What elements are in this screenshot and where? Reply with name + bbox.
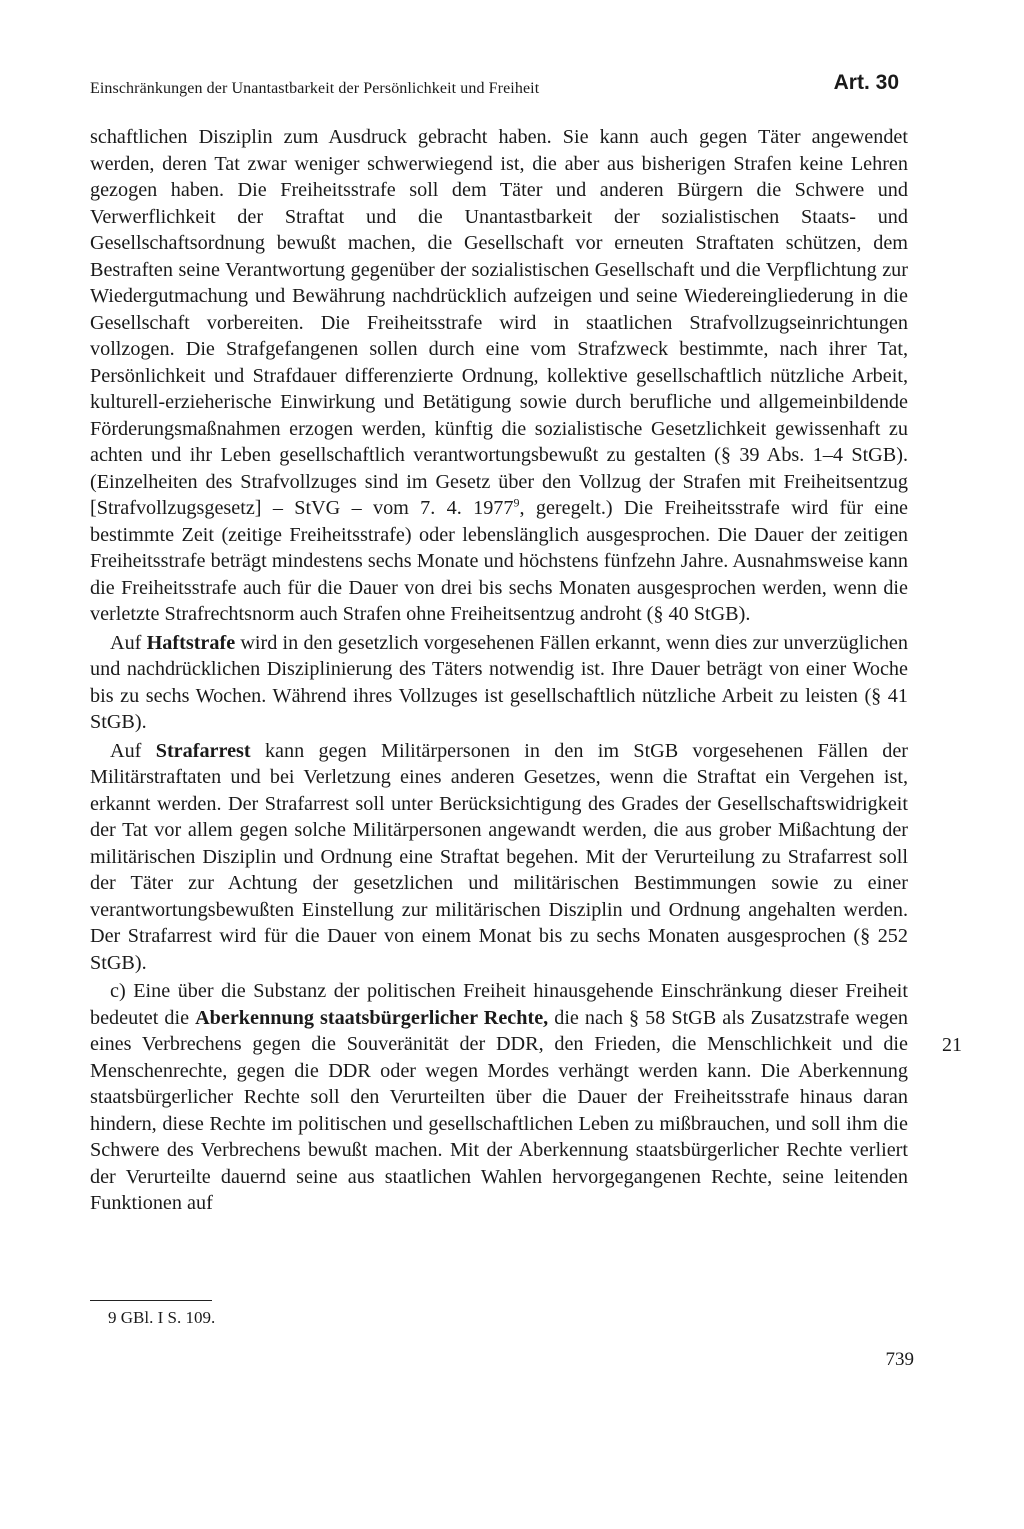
running-head: Einschränkungen der Unantastbarkeit der Persönlichkeit und Freiheit xyxy=(90,80,540,97)
paragraph-text: schaftlichen Disziplin zum Ausdruck gebracht haben. Sie kann auch gegen Täter angewendet werden, deren Tat zwar weniger schwerwiegend ist, die aber aus bisherigen Strafen keine Lehren gezogen haben. Die Freiheitsstrafe soll dem Täter und anderen Bürgern die Schwere und Verwerflichkeit der Straftat und die Unantastbarkeit der sozialistischen Staats- und Gesellschaftsordnung bewußt machen, die Gesellschaft vor erneuten Straftaten schützen, dem Bestraften seine Verantwortung gegenüber der sozialistischen Gesellschaft und die Verpflichtung zur Wiedergutmachung und Bewährung nachdrücklich aufzeigen und seine Wiedereingliederung in die Gesellschaft vorbereiten. Die Freiheitsstrafe wird in staatlichen Strafvollzugseinrichtungen vollzogen. Die Strafgefangenen sollen durch eine vom Strafzweck bestimmte, nach ihrer Tat, Persönlichkeit und Strafdauer differenzierte Ordnung, kollektive gesellschaftlich nützliche Arbeit, kulturell-erzieherische Einwirkung und Betätigung sowie durch berufliche und allgemeinbildende Förderungsmaßnahmen erzogen werden, künftig die sozialistische Gesetzlichkeit gewissenhaft zu achten und ihr Leben gesellschaftlich verantwortungsbewußt zu gestalten (§ 39 Abs. 1–4 StGB). (Einzelheiten des Strafvollzuges sind im Gesetz über den Vollzug der Strafen mit Freiheitsentzug [Strafvollzugsgesetz] – StVG – vom 7. 4. 1977 xyxy=(90,126,908,519)
body-text xyxy=(90,124,908,1219)
term-haftstrafe: Haftstrafe xyxy=(146,631,236,654)
paragraph-text: wird in den gesetzlich vorgesehenen Fällen erkannt, wenn dies zur unverzüglichen und nachdrücklichen Disziplinierung des Täters notwendig ist. Ihre Dauer beträgt von einer Woche bis zu sechs Wochen. Während ihres Vollzuges ist gesellschaftlich nützliche Arbeit zu leisten (§ 41 StGB). xyxy=(90,631,908,733)
paragraph-strafarrest xyxy=(90,738,908,977)
paragraph-text-continued: , geregelt.) Die Freiheitsstrafe wird für eine bestimmte Zeit (zeitige Freiheitsstrafe) oder lebenslänglich ausgesprochen. Die Dauer der zeitigen Freiheitsstrafe beträgt mindestens sechs Monate und höchstens fünfzehn Jahre. Ausnahmsweise kann die Freiheitsstrafe auch für die Dauer von drei bis sechs Monaten ausgesprochen werden, wenn die verletzte Strafrechtsnorm auch Strafen ohne Freiheitsentzug androht (§ 40 StGB). xyxy=(90,497,908,625)
margin-number: 21 xyxy=(942,1034,962,1056)
paragraph-haftstrafe xyxy=(90,630,908,736)
article-label: Art. 30 xyxy=(833,71,899,94)
footnote: 9 GBl. I S. 109. xyxy=(108,1308,216,1327)
page-number: 739 xyxy=(885,1349,914,1370)
paragraph-text: die nach § 58 StGB als Zusatzstrafe wegen eines Verbrechens gegen die Souveränität der DDR, den Frieden, die Menschlichkeit und die Menschenrechte, gegen die DDR oder wegen Mordes verhängt werden kann. Die Aberkennung staatsbürgerlicher Rechte soll den Verurteilten über die Dauer der Freiheitsstrafe hinaus daran hindern, diese Rechte im politischen und gesellschaftlichen Leben zu mißbrauchen, und soll ihm die Schwere des Verbrechens bewußt machen. Mit der Aberkennung staatsbürgerlicher Rechte verliert der Verurteilte dauernd seine aus staatlichen Wahlen hervorgegangenen Rechte, seine leitenden Funktionen auf xyxy=(90,1006,909,1214)
paragraph-text: kann gegen Militärpersonen in den im StGB vorgesehenen Fällen der Militärstraftaten und bei Verletzung eines anderen Gesetzes, wenn die Straftat ein Vergehen ist, erkannt werden. Der Strafarrest soll unter Berücksichtigung des Grades der Gesellschaftswidrigkeit der Tat vor allem gegen solche Militärpersonen angewandt werden, die aus grober Mißachtung der militärischen Disziplin und Ordnung eine Straftat begehen. Mit der Verurteilung zu Strafarrest soll der Täter zur Achtung der gesetzlichen und militärischen Bestimmungen sowie zu einer verantwortungsbewußten Einstellung zur militärischen Disziplin und Ordnung angehalten werden. Der Strafarrest wird für die Dauer von einem Monat bis zu sechs Monaten ausgesprochen (§ 252 StGB). xyxy=(90,739,909,974)
paragraph-lead: Auf xyxy=(110,739,156,762)
paragraph-lead: c) Eine über die Substanz der politischen Freiheit hinausgehende Einschränkung dieser Freiheit bedeutet die xyxy=(90,980,908,1029)
paragraph-lead: Auf xyxy=(110,631,147,654)
footnote-reference: 9 xyxy=(513,495,520,510)
footnote-divider xyxy=(90,1300,212,1301)
term-strafarrest: Strafarrest xyxy=(155,739,251,762)
paragraph-aberkennung xyxy=(90,978,908,1217)
paragraph-freiheitsstrafe xyxy=(90,124,908,628)
term-aberkennung: Aberkennung staatsbürgerlicher Rechte, xyxy=(195,1006,549,1029)
